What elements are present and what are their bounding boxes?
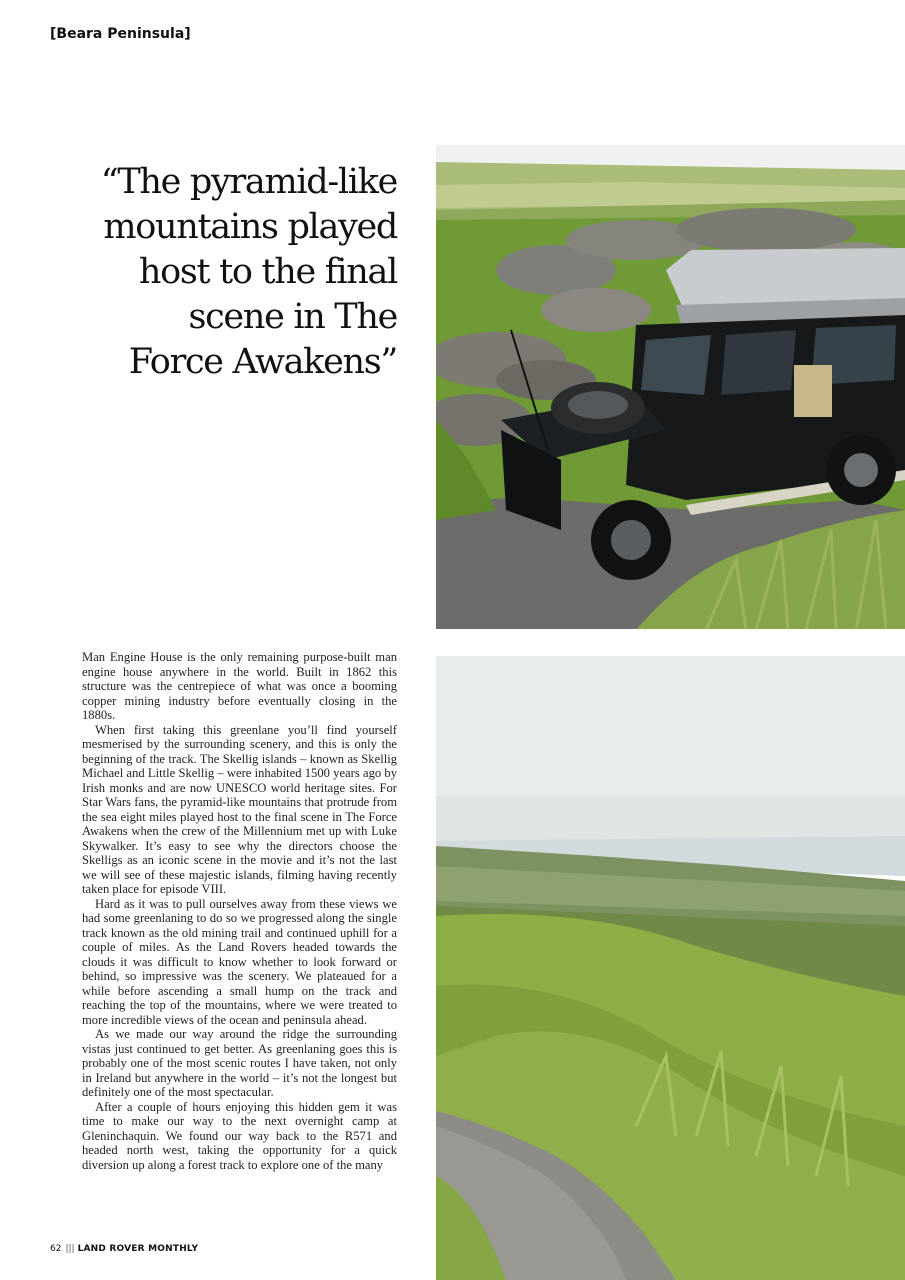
pull-quote-line: “The pyramid-like — [100, 162, 397, 202]
footer-separator: ||| — [65, 1244, 75, 1254]
land-rover-photo — [436, 90, 905, 629]
page-footer — [50, 1244, 198, 1254]
section-tag: [Beara Peninsula] — [50, 26, 191, 42]
article-body — [82, 650, 397, 1172]
page-number: 62 — [50, 1244, 62, 1254]
pull-quote-line: scene in The — [188, 297, 397, 337]
article-paragraph: After a couple of hours enjoying this hidden gem it was time to make our way to the next overnight camp at Gleninchaquin. We found our way back to the R571 and headed north west, taking the opportunity for a quick diversion up along a forest track to explore one of the many — [82, 1099, 397, 1172]
pull-quote-line: host to the final — [138, 252, 397, 292]
article-paragraph: As we made our way around the ridge the surrounding vistas just continued to get better. As greenlaning goes this is probably one of the most scenic routes I have taken, not only in Ireland but anywhere in the world – it’s not the longest but definitely one of the most spectacular. — [82, 1027, 397, 1099]
magazine-name: LAND ROVER MONTHLY — [77, 1244, 199, 1254]
article-paragraph: Hard as it was to pull ourselves away from these views we had some greenlaning to do so we progressed along the single track known as the old mining trail and continued uphill for a couple of miles. As the Land Rovers headed towards the clouds it was difficult to know whether to look forward or behind, so impressive was the scenery. We plateaued for a while before ascending a small hump on the track and reaching the top of the mountains, where we were treated to more incredible views of the ocean and peninsula ahead. — [82, 896, 397, 1027]
article-paragraph: Man Engine House is the only remaining purpose-built man engine house anywhere in the world. Built in 1862 this structure was the centrepiece of what was once a booming copper mining industry before eventually closing in the 1880s. — [82, 650, 397, 722]
pull-quote-line: Force Awakens” — [128, 342, 397, 382]
pull-quote — [60, 160, 397, 385]
mountain-view-photo — [436, 656, 905, 1280]
article-paragraph: When first taking this greenlane you’ll find yourself mesmerised by the surrounding scenery, and this is only the beginning of the track. The Skellig islands – known as Skellig Michael and Little Skellig – were inhabited 1500 years ago by Irish monks and are now UNESCO world heritage sites. For Star Wars fans, the pyramid-like mountains that protrude from the sea eight miles played host to the final scene in The Force Awakens when the crew of the Millennium met up with Luke Skywalker. It’s easy to see why the directors choose the Skelligs as an iconic scene in the movie and it’s not the last we will see of these majestic islands, filming having recently taken place for episode VIII. — [82, 722, 397, 896]
pull-quote-line: mountains played — [103, 207, 397, 247]
